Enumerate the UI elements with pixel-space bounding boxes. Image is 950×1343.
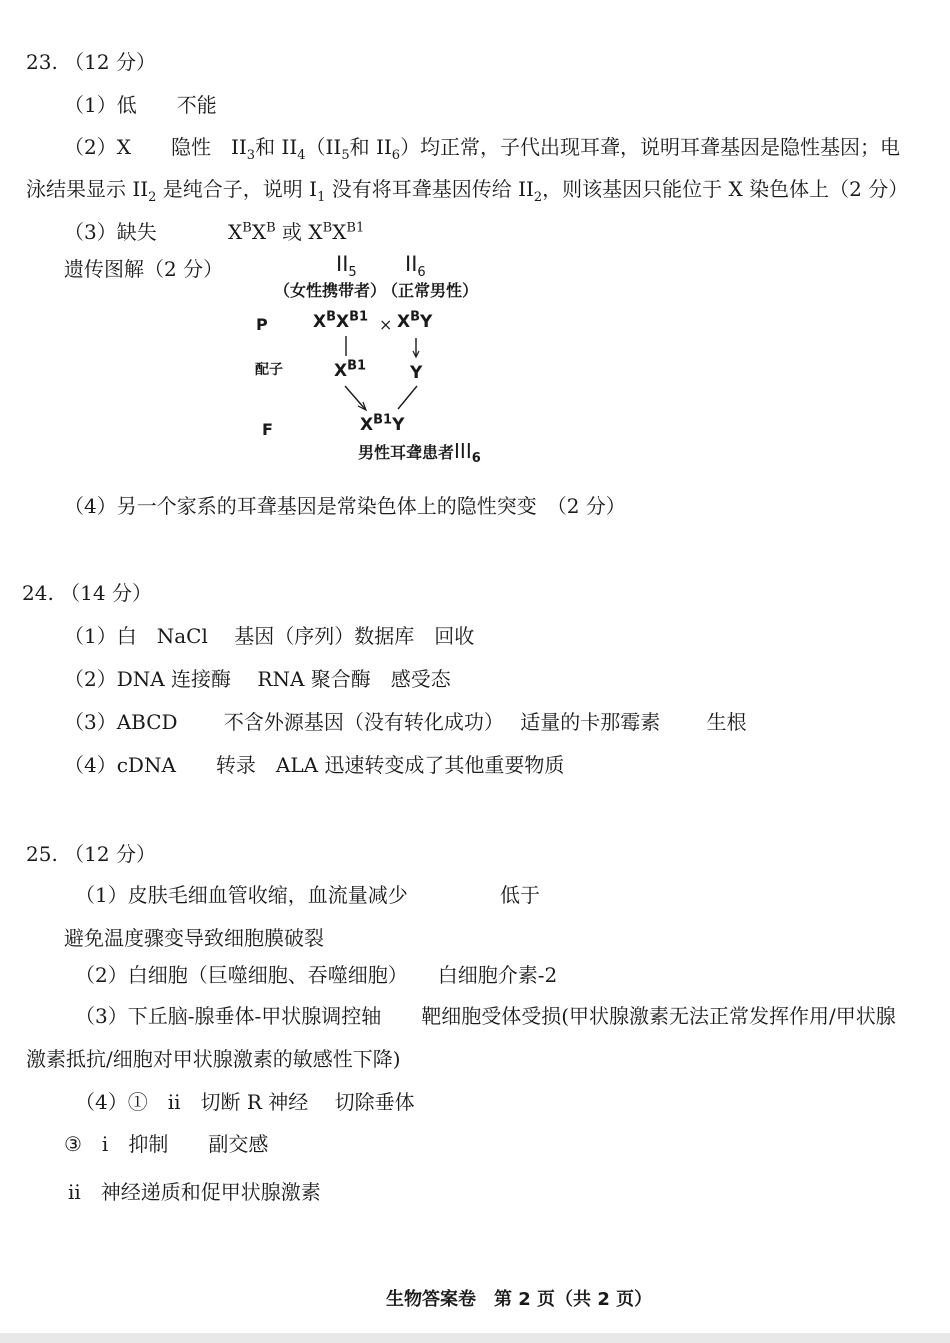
geno-x3: X bbox=[308, 220, 323, 244]
q25-answer-2: （2）白细胞（巨噬细胞、吞噬细胞） 白细胞介素-2 bbox=[75, 963, 558, 987]
q24-answer-3: （3）ABCD 不含外源基因（没有转化成功） 适量的卡那霉素 生根 bbox=[64, 710, 747, 734]
q24-answer-4: （4）cDNA 转录 ALA 迅速转变成了其他重要物质 bbox=[64, 753, 565, 777]
female-sup1: B bbox=[326, 309, 337, 325]
q23-ii5-sub: 5 bbox=[341, 148, 350, 163]
q25-header: 25. （12 分） bbox=[26, 842, 156, 866]
female-x1: X bbox=[313, 312, 327, 332]
q23-ii4: II bbox=[281, 135, 298, 159]
q23-and: 和 bbox=[255, 135, 282, 159]
diagram-cross-sign: × bbox=[379, 315, 393, 334]
child-label-text: 男性耳聋患者 bbox=[358, 443, 455, 462]
diagram-carrier-label: （女性携带者） bbox=[274, 281, 387, 300]
geno-sup3: B bbox=[322, 220, 333, 236]
q23-line2-d: ，则该基因只能位于 X 染色体上（2 分） bbox=[542, 177, 909, 201]
q24-answer-2: （2）DNA 连接酶 RNA 聚合酶 感受态 bbox=[64, 667, 451, 691]
q23-line2-b: 是纯合子，说明 bbox=[156, 177, 310, 201]
child-iii: III bbox=[454, 439, 472, 463]
female-x2: X bbox=[336, 312, 350, 332]
child-iii-sub: 6 bbox=[471, 451, 481, 467]
q23-line2-ii2: II bbox=[132, 177, 149, 201]
geno-sup1: B bbox=[242, 220, 252, 236]
diagram-gamete-y: Y bbox=[410, 363, 423, 383]
diagram-ii5-text: II bbox=[336, 252, 349, 276]
q23-line2-ii2b: II bbox=[518, 177, 534, 201]
q23-ii3: II bbox=[230, 135, 247, 159]
q23-ii6-sub: 6 bbox=[391, 148, 401, 163]
page-footer: 生物答案卷 第 2 页（共 2 页） bbox=[386, 1289, 653, 1310]
diagram-gamete-label: 配子 bbox=[255, 362, 283, 378]
diagram-ii5-sub: 5 bbox=[348, 265, 357, 281]
diagram-f-label: F bbox=[262, 420, 273, 439]
q24-answer-1: （1）白 NaCl 基因（序列）数据库 回收 bbox=[64, 624, 475, 648]
q23-ii5: II bbox=[325, 135, 342, 159]
q23-diagram-label: 遗传图解（2 分） bbox=[64, 257, 224, 281]
male-sup: B bbox=[410, 309, 421, 325]
arrow-x-to-child bbox=[345, 386, 365, 409]
child-x: X bbox=[360, 415, 374, 435]
diagram-ii6-text: II bbox=[405, 252, 418, 276]
q25-answer-1-b: 低于 bbox=[500, 883, 540, 907]
q23-header: 23. （12 分） bbox=[26, 50, 156, 74]
bottom-edge bbox=[0, 1333, 950, 1343]
q23-answer-2-lead: （2）X 隐性 bbox=[64, 135, 231, 159]
q25-answer-1-line2: 避免温度骤变导致细胞膜破裂 bbox=[64, 926, 324, 950]
q23-ii3-sub: 3 bbox=[246, 148, 256, 163]
geno-x2: X bbox=[251, 220, 267, 244]
gamete-x-sup: B1 bbox=[347, 358, 367, 374]
q23-and-2: 和 bbox=[349, 135, 376, 159]
q23-answer-4: （4）另一个家系的耳聋基因是常染色体上的隐性突变 （2 分） bbox=[64, 494, 626, 518]
q23-answer-2-rest: ）均正常，子代出现耳聋，说明耳聋基因是隐性基因；电 bbox=[400, 135, 901, 159]
q25-answer-4: （4）① ii 切断 R 神经 切除垂体 bbox=[75, 1090, 415, 1114]
q23-ii6: II bbox=[375, 135, 392, 159]
geno-sup4: B1 bbox=[346, 220, 365, 236]
q23-line2-ii2b-sub: 2 bbox=[533, 190, 543, 205]
q23-ii4-sub: 4 bbox=[297, 148, 306, 163]
q23-answer-1: （1）低 不能 bbox=[64, 93, 217, 117]
q25-answer-4-iii: ③ i 抑制 副交感 bbox=[64, 1132, 269, 1156]
q23-line2-a: 泳结果显示 bbox=[26, 177, 133, 201]
diagram-p-label: P bbox=[256, 315, 268, 334]
q25-answer-1: （1）皮肤毛细血管收缩，血流量减少 bbox=[75, 883, 408, 907]
diagram-normal-label: （正常男性） bbox=[382, 281, 479, 300]
q23-answer-3-lead: （3）缺失 bbox=[64, 220, 157, 244]
q23-paren-open: （ bbox=[305, 135, 326, 159]
q24-header: 24. （14 分） bbox=[22, 581, 152, 605]
q23-line2-i1: I bbox=[309, 177, 318, 201]
geno-sup2: B bbox=[266, 220, 276, 236]
q25-answer-3: （3）下丘脑-腺垂体-甲状腺调控轴 靶细胞受体受损(甲状腺激素无法正常发挥作用/甲状腺 bbox=[75, 1004, 896, 1028]
child-y: Y bbox=[392, 415, 405, 435]
q25-answer-4-ii: ii 神经递质和促甲状腺激素 bbox=[68, 1180, 321, 1204]
geno-x4: X bbox=[332, 220, 347, 244]
geno-or: 或 bbox=[275, 220, 309, 244]
male-y: Y bbox=[420, 312, 433, 332]
q23-line2-ii2-sub: 2 bbox=[148, 190, 157, 205]
child-x-sup: B1 bbox=[373, 412, 393, 428]
female-sup2: B1 bbox=[349, 309, 369, 325]
q25-answer-3-line2: 激素抵抗/细胞对甲状腺激素的敏感性下降) bbox=[26, 1047, 401, 1071]
geno-x1: X bbox=[228, 220, 243, 244]
gamete-x-text: X bbox=[334, 361, 348, 381]
diagram-ii6-sub: 6 bbox=[417, 265, 426, 281]
male-x: X bbox=[397, 312, 411, 332]
q23-line2-c: 没有将耳聋基因传给 bbox=[325, 177, 519, 201]
q23-line2-i1-sub: 1 bbox=[317, 190, 326, 205]
arrow-y-to-child bbox=[398, 386, 417, 409]
